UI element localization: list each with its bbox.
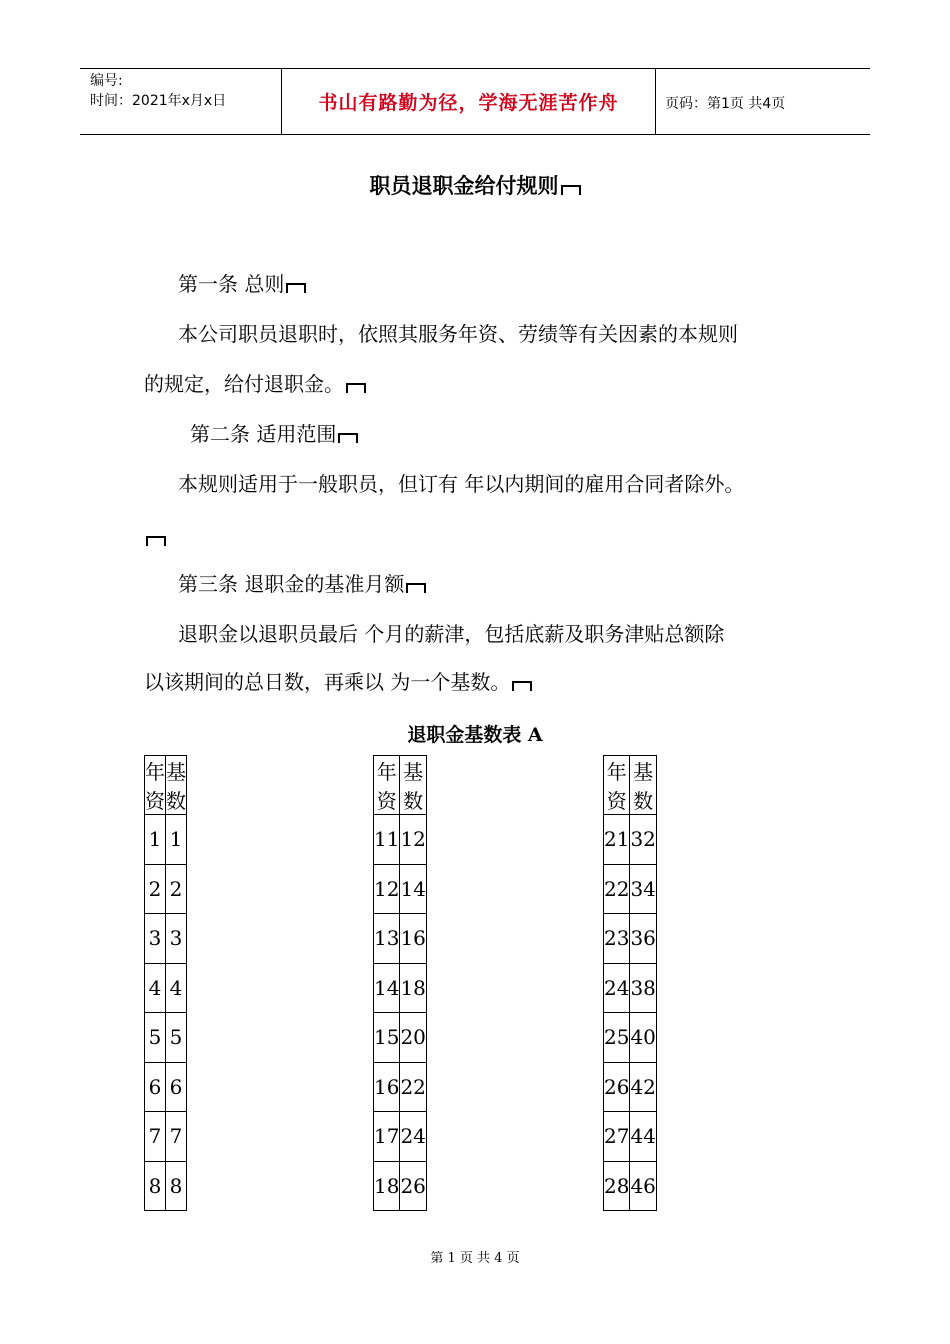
base-cell: 42 xyxy=(630,1062,656,1112)
table-header-row xyxy=(145,756,187,815)
number-label: 编号: xyxy=(90,73,123,89)
section-2-heading: 第二条 适用范围 xyxy=(190,422,358,446)
base-cell: 22 xyxy=(400,1062,426,1112)
table-row xyxy=(604,963,657,1013)
table-header-row xyxy=(604,756,657,815)
years-cell: 12 xyxy=(374,864,400,914)
table-block-1 xyxy=(144,755,187,1211)
base-cell: 3 xyxy=(166,914,187,964)
section-3-heading: 第三条 退职金的基准月额 xyxy=(178,572,426,596)
paragraph-mark-icon xyxy=(346,383,366,393)
table-header-row xyxy=(374,756,427,815)
years-cell: 25 xyxy=(604,1013,630,1063)
base-cell: 1 xyxy=(166,815,187,865)
years-cell: 6 xyxy=(145,1062,166,1112)
years-cell: 13 xyxy=(374,914,400,964)
years-cell: 27 xyxy=(604,1112,630,1162)
header-base: 基数 xyxy=(400,756,426,815)
table-row xyxy=(145,815,187,865)
header-years: 年资 xyxy=(604,756,630,815)
base-cell: 4 xyxy=(166,963,187,1013)
header-meta xyxy=(90,71,280,111)
years-cell: 17 xyxy=(374,1112,400,1162)
base-cell: 44 xyxy=(630,1112,656,1162)
table-row xyxy=(604,1112,657,1162)
section-1-heading: 第一条 总则 xyxy=(178,272,306,296)
paragraph-mark-icon xyxy=(406,583,426,593)
years-cell: 15 xyxy=(374,1013,400,1063)
years-cell: 5 xyxy=(145,1013,166,1063)
page-header xyxy=(80,68,870,135)
header-motto: 书山有路勤为径，学海无涯苦作舟 xyxy=(281,69,656,134)
table-row xyxy=(145,1062,187,1112)
date-label: 时间：2021年x月x日 xyxy=(90,93,227,109)
years-cell: 23 xyxy=(604,914,630,964)
table-row xyxy=(604,1161,657,1211)
table-row xyxy=(145,914,187,964)
base-cell: 8 xyxy=(166,1161,187,1211)
years-cell: 18 xyxy=(374,1161,400,1211)
years-cell: 21 xyxy=(604,815,630,865)
section-2-body: 本规则适用于一般职员，但订有 年以内期间的雇用合同者除外。 xyxy=(178,472,745,496)
base-cell: 6 xyxy=(166,1062,187,1112)
table-title: 退职金基数表 A xyxy=(407,724,543,746)
paragraph-mark-icon xyxy=(561,185,581,195)
document-title: 职员退职金给付规则 xyxy=(0,170,950,200)
paragraph-mark-icon xyxy=(512,681,532,691)
table-row xyxy=(145,1112,187,1162)
empty-line xyxy=(144,525,166,549)
table-row xyxy=(145,963,187,1013)
years-cell: 7 xyxy=(145,1112,166,1162)
header-page-info: 页码：第1页 共4页 xyxy=(665,96,786,112)
page-footer: 第 1 页 共 4 页 xyxy=(430,1251,520,1266)
table-row xyxy=(145,1013,187,1063)
table-row xyxy=(374,1161,427,1211)
table-row xyxy=(374,1112,427,1162)
base-cell: 18 xyxy=(400,963,426,1013)
years-cell: 28 xyxy=(604,1161,630,1211)
section-3-body-line1: 退职金以退职员最后 个月的薪津，包括底薪及职务津贴总额除 xyxy=(178,622,725,646)
table-row xyxy=(604,914,657,964)
table-row xyxy=(604,1062,657,1112)
base-cell: 12 xyxy=(400,815,426,865)
years-cell: 11 xyxy=(374,815,400,865)
header-base: 基数 xyxy=(630,756,656,815)
base-cell: 46 xyxy=(630,1161,656,1211)
table-row xyxy=(145,864,187,914)
years-cell: 2 xyxy=(145,864,166,914)
base-cell: 2 xyxy=(166,864,187,914)
header-base: 基数 xyxy=(166,756,187,815)
table-row xyxy=(145,1161,187,1211)
table-row xyxy=(374,1062,427,1112)
section-1-body-line1: 本公司职员退职时，依照其服务年资、劳绩等有关因素的本规则 xyxy=(178,322,738,346)
table-row xyxy=(604,1013,657,1063)
table-row xyxy=(374,1013,427,1063)
table-block-2 xyxy=(373,755,427,1211)
table-row xyxy=(374,914,427,964)
base-cell: 32 xyxy=(630,815,656,865)
table-row xyxy=(374,815,427,865)
table-row xyxy=(374,864,427,914)
table-row xyxy=(604,864,657,914)
base-cell: 24 xyxy=(400,1112,426,1162)
header-years: 年资 xyxy=(145,756,166,815)
table-block-3 xyxy=(603,755,657,1211)
years-cell: 16 xyxy=(374,1062,400,1112)
paragraph-mark-icon xyxy=(338,433,358,443)
years-cell: 22 xyxy=(604,864,630,914)
base-cell: 16 xyxy=(400,914,426,964)
base-cell: 38 xyxy=(630,963,656,1013)
base-cell: 40 xyxy=(630,1013,656,1063)
table-row xyxy=(374,963,427,1013)
base-cell: 20 xyxy=(400,1013,426,1063)
base-cell: 7 xyxy=(166,1112,187,1162)
section-1-body-line2: 的规定，给付退职金。 xyxy=(144,372,366,396)
paragraph-mark-icon xyxy=(286,283,306,293)
years-cell: 24 xyxy=(604,963,630,1013)
years-cell: 4 xyxy=(145,963,166,1013)
years-cell: 1 xyxy=(145,815,166,865)
years-cell: 14 xyxy=(374,963,400,1013)
base-cell: 36 xyxy=(630,914,656,964)
years-cell: 8 xyxy=(145,1161,166,1211)
years-cell: 26 xyxy=(604,1062,630,1112)
base-cell: 34 xyxy=(630,864,656,914)
paragraph-mark-icon xyxy=(146,536,166,546)
base-cell: 5 xyxy=(166,1013,187,1063)
base-cell: 14 xyxy=(400,864,426,914)
years-cell: 3 xyxy=(145,914,166,964)
table-row xyxy=(604,815,657,865)
base-cell: 26 xyxy=(400,1161,426,1211)
header-years: 年资 xyxy=(374,756,400,815)
section-3-body-line2: 以该期间的总日数，再乘以 为一个基数。 xyxy=(144,670,532,694)
